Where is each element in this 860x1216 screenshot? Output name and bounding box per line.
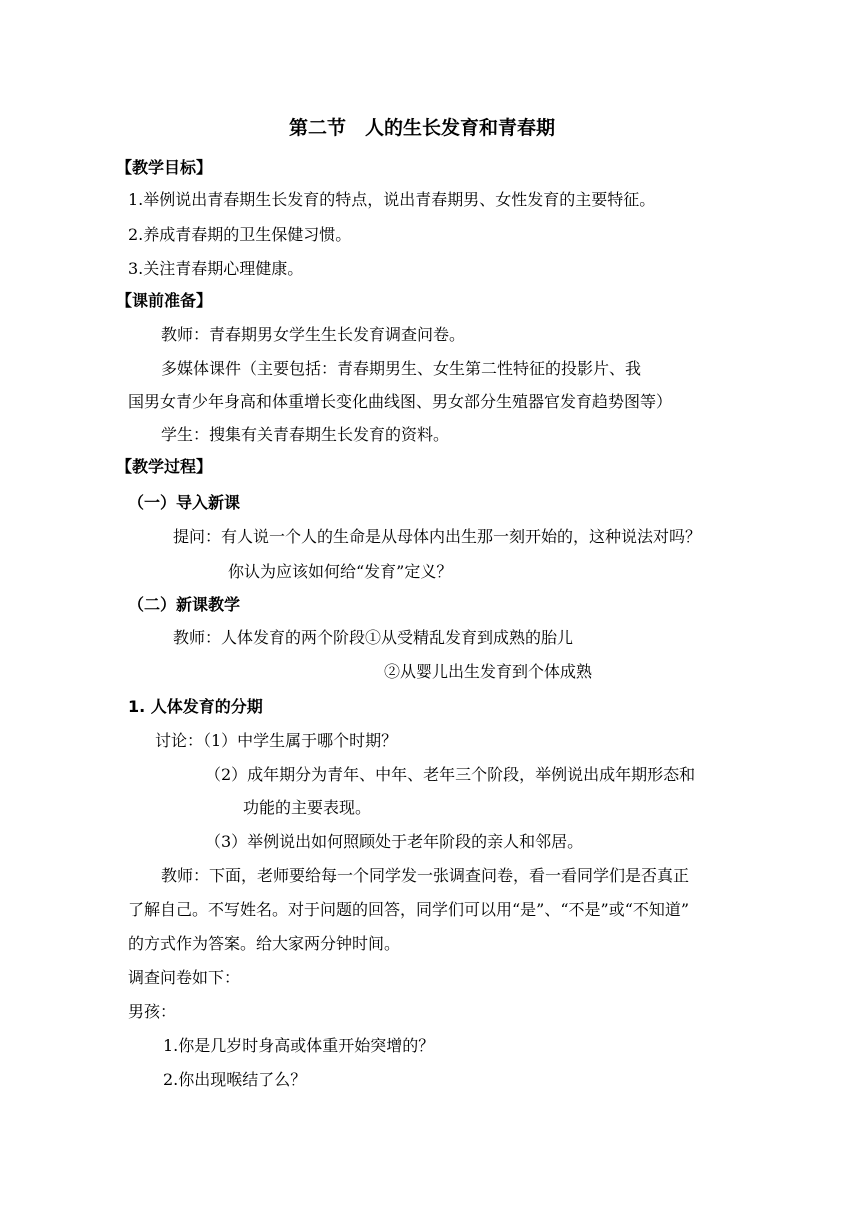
- goal-item-2: 2.养成青春期的卫生保健习惯。: [128, 225, 352, 244]
- goal-item-3: 3.关注青春期心理健康。: [128, 259, 304, 278]
- prep-teacher: 教师：青春期男女学生生长发育调查问卷。: [161, 325, 466, 344]
- page-title: 第二节 人的生长发育和青春期: [289, 117, 556, 139]
- discussion-2-line-2: 功能的主要表现。: [243, 798, 372, 817]
- boys-question-2: 2.你出现喉结了么？: [163, 1070, 307, 1089]
- survey-label: 调查问卷如下：: [128, 968, 241, 987]
- intro-heading: （一）导入新课: [128, 493, 241, 512]
- prep-student: 学生：搜集有关青春期生长发育的资料。: [161, 425, 450, 444]
- boys-label: 男孩：: [128, 1002, 177, 1021]
- process-heading: 【教学过程】: [116, 457, 213, 476]
- part1-heading: 1. 人体发育的分期: [128, 697, 263, 716]
- discussion-3: （3）举例说出如何照顾处于老年阶段的亲人和邻居。: [205, 832, 584, 851]
- boys-question-1: 1.你是几岁时身高或体重开始突增的？: [163, 1036, 435, 1055]
- goals-heading: 【教学目标】: [116, 158, 213, 177]
- new-lesson-teacher-1: 教师：人体发育的两个阶段①从受精乱发育到成熟的胎儿: [173, 628, 574, 647]
- discussion-1: 讨论：（1）中学生属于哪个时期？: [155, 731, 398, 750]
- prep-media-line-2: 国男女青少年身高和体重增长变化曲线图、男女部分生殖器官发育趋势图等）: [128, 392, 673, 411]
- prep-media-line-1: 多媒体课件（主要包括：青春期男生、女生第二性特征的投影片、我: [161, 359, 642, 378]
- survey-intro-line-1: 教师：下面，老师要给每一个同学发一张调查问卷，看一看同学们是否真正: [161, 866, 690, 885]
- discussion-2-line-1: （2）成年期分为青年、中年、老年三个阶段，举例说出成年期形态和: [205, 765, 696, 784]
- goal-item-1: 1.举例说出青春期生长发育的特点，说出青春期男、女性发育的主要特征。: [128, 190, 656, 209]
- prep-heading: 【课前准备】: [116, 291, 213, 310]
- intro-question-1: 提问：有人说一个人的生命是从母体内出生那一刻开始的，这种说法对吗？: [173, 527, 702, 546]
- new-lesson-heading: （二）新课教学: [128, 595, 241, 614]
- new-lesson-teacher-2: ②从婴儿出生发育到个体成熟: [384, 662, 593, 681]
- intro-question-2: 你认为应该如何给“发育”定义？: [228, 562, 453, 581]
- survey-intro-line-3: 的方式作为答案。给大家两分钟时间。: [128, 934, 401, 953]
- survey-intro-line-2: 了解自己。不写姓名。对于问题的回答，同学们可以用“是”、“不是”或“不知道”: [128, 900, 690, 919]
